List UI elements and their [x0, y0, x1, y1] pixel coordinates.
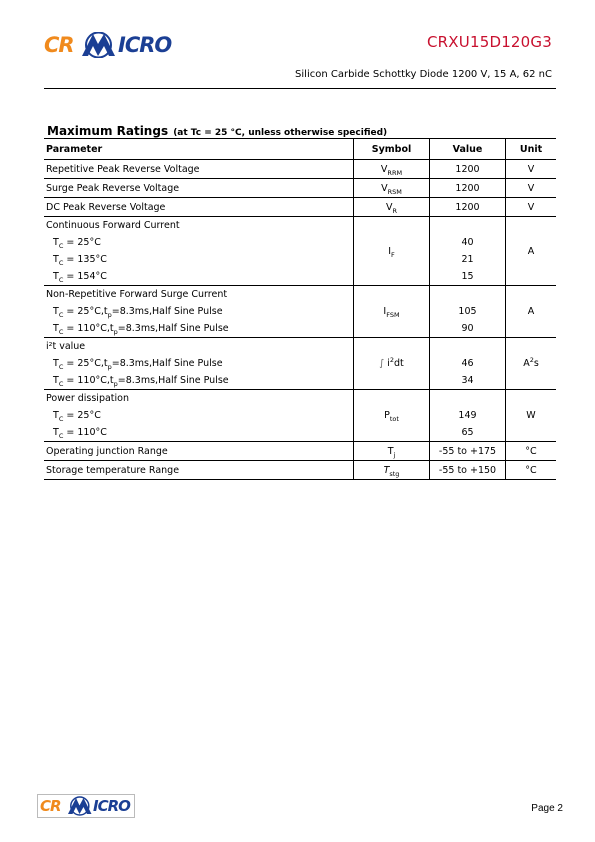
symbol-cell: $V_{RRM}$: [354, 160, 430, 179]
section-title-text: Maximum Ratings: [47, 124, 169, 138]
svg-text:CR: CR: [44, 33, 74, 57]
svg-text:ICRO: ICRO: [93, 797, 130, 815]
page-number: Page 2: [531, 803, 563, 814]
value-cell: 1200: [430, 198, 506, 217]
param-cell: Power dissipation $T_C = 25^\circ C$ $T_C = 110^\circ C$: [44, 390, 354, 442]
value-cell: 149 65: [430, 390, 506, 442]
value-cell: 40 21 15: [430, 217, 506, 286]
unit-cell: V: [506, 179, 557, 198]
symbol-cell: $V_{RSM}$: [354, 179, 430, 198]
header-value: Value: [430, 139, 506, 160]
unit-cell: °C: [506, 442, 557, 461]
document-subtitle: Silicon Carbide Schottky Diode 1200 V, 15 A, 62 nC: [295, 69, 552, 80]
table-row: [44, 442, 556, 461]
param-cell: Operating junction Range: [44, 442, 354, 461]
symbol-cell: $I_{FSM}$: [354, 286, 430, 338]
param-cell: Surge Peak Reverse Voltage: [44, 179, 354, 198]
symbol-cell: $T_{stg}$: [354, 461, 430, 480]
symbol-cell: $I_F$: [354, 217, 430, 286]
table-header-row: [44, 139, 556, 160]
param-cell: DC Peak Reverse Voltage: [44, 198, 354, 217]
param-cell: Storage temperature Range: [44, 461, 354, 480]
param-cell: i²t value $T_C$ = $25^\circ C,t_p=8.3ms,Half$ Sine Pulse $T_C$ = $110^\circ C,t_p=8.3ms,Half$ Sine Pulse: [44, 338, 354, 390]
value-cell: 46 34: [430, 338, 506, 390]
unit-cell: °C: [506, 461, 557, 480]
integral-symbol: ∫: [379, 358, 385, 369]
param-cell: Non-Repetitive Forward Surge Current $T_C$ = $25^\circ C,t_p=8.3ms,Half$ Sine Pulse $T_C$ = $110^\circ C,t_p=8.3ms,Half$ Sine Pulse: [44, 286, 354, 338]
svg-text:ICRO: ICRO: [118, 33, 172, 57]
header-parameter: Parameter: [44, 139, 354, 160]
value-cell: 105 90: [430, 286, 506, 338]
unit-cell: A: [506, 217, 557, 286]
symbol-cell: ∫ $i^2dt$: [354, 338, 430, 390]
section-title: [47, 120, 387, 139]
value-cell: -55 to +150: [430, 461, 506, 480]
value-cell: 1200: [430, 160, 506, 179]
table-row: [44, 338, 556, 390]
section-condition: (at Tc = 25 °C, unless otherwise specified): [173, 128, 388, 138]
table-row: [44, 286, 556, 338]
table-row: [44, 217, 556, 286]
table-row: [44, 198, 556, 217]
param-cell: Continuous Forward Current $T_C = 25^\circ C$ $T_C = 135^\circ C$ $T_C = 154^\circ C$: [44, 217, 354, 286]
table-row: [44, 160, 556, 179]
svg-text:CR: CR: [40, 797, 61, 815]
header-divider: [44, 88, 556, 89]
header-symbol: Symbol: [354, 139, 430, 160]
unit-cell: V: [506, 198, 557, 217]
maximum-ratings-table: [44, 138, 556, 480]
table-row: [44, 390, 556, 442]
table-row: [44, 461, 556, 480]
value-cell: -55 to +175: [430, 442, 506, 461]
table-row: [44, 179, 556, 198]
symbol-cell: $T_j$: [354, 442, 430, 461]
unit-cell: W: [506, 390, 557, 442]
unit-cell: V: [506, 160, 557, 179]
param-cell: Repetitive Peak Reverse Voltage: [44, 160, 354, 179]
symbol-cell: $P_{tot}$: [354, 390, 430, 442]
value-cell: 1200: [430, 179, 506, 198]
crmicro-logo: [44, 32, 182, 58]
header-unit: Unit: [506, 139, 557, 160]
part-number: CRXU15D120G3: [427, 33, 552, 51]
unit-cell: A: [506, 286, 557, 338]
symbol-cell: $V_R$: [354, 198, 430, 217]
unit-cell: $A^2s$: [506, 338, 557, 390]
footer-crmicro-logo: [37, 794, 135, 818]
